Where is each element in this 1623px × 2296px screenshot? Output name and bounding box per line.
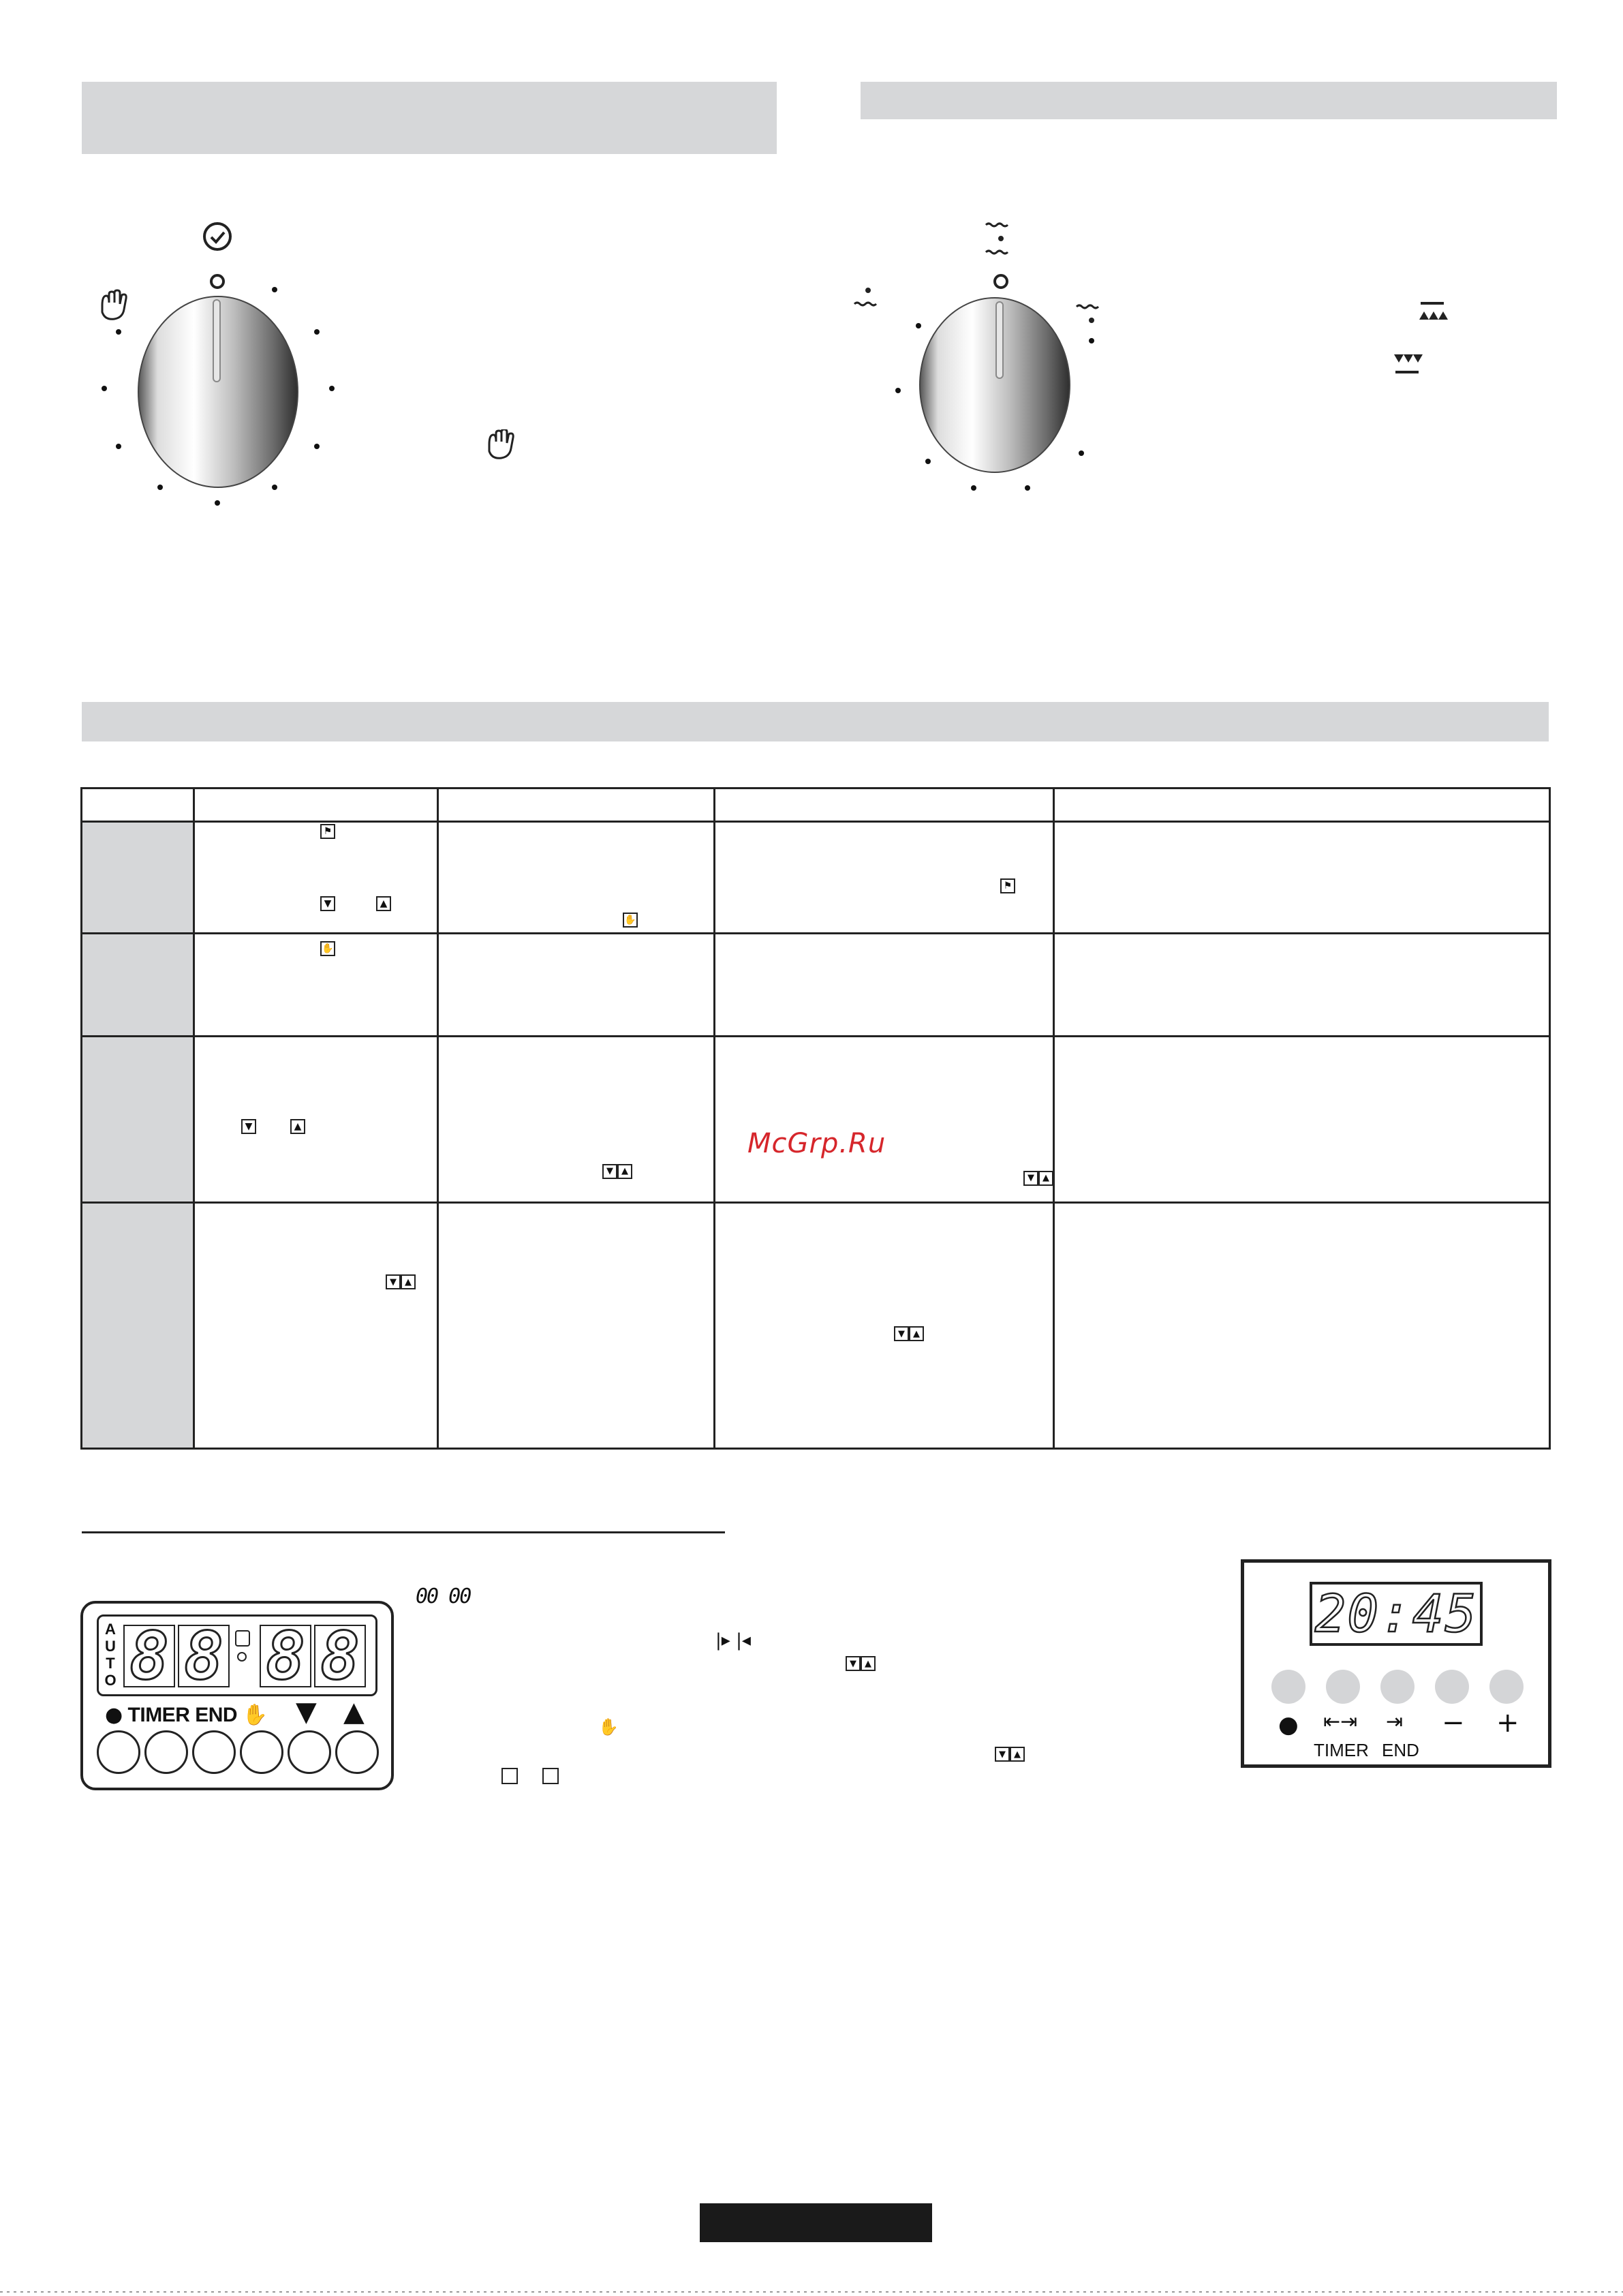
plus-button[interactable] <box>1489 1670 1524 1704</box>
section-header-left <box>82 82 777 154</box>
timer-button[interactable] <box>1326 1670 1360 1704</box>
button-labels: ● TIMER END ✋ <box>105 1703 268 1727</box>
minus-button[interactable] <box>1435 1670 1469 1704</box>
top-heat-icon <box>1077 305 1098 322</box>
bottom-heat-icon <box>854 289 876 306</box>
timer-arrows-icon: ⇤⇥ <box>1323 1710 1358 1734</box>
up-button-icon: ▲ <box>376 896 391 911</box>
bell-button-icon: ⚑ <box>1000 878 1015 893</box>
down-up-button-pair: ▼ ▲ <box>1023 1171 1053 1186</box>
bell-button[interactable] <box>1271 1670 1305 1704</box>
hand-icon <box>485 429 516 461</box>
bell-icon: ● <box>105 1703 123 1727</box>
end-button[interactable] <box>1380 1670 1415 1704</box>
lcd-screen <box>97 1614 377 1696</box>
down-button-icon: ▼ <box>241 1119 256 1134</box>
table-row <box>82 1203 1550 1449</box>
lcd-screen: 20:45 <box>1310 1582 1483 1646</box>
header-cell <box>715 789 1054 822</box>
bottom-element-icon <box>1394 354 1423 372</box>
down-up-button-pair: ▼ ▲ <box>894 1326 924 1341</box>
down-button[interactable] <box>288 1730 331 1774</box>
digit-2: 8 <box>178 1625 230 1687</box>
timer-end-arrows-icon: |▸ |◂ <box>715 1630 751 1651</box>
table-cell <box>1054 1203 1550 1449</box>
bell-button[interactable] <box>97 1730 140 1774</box>
hand-button-icon: ✋ <box>623 913 638 928</box>
down-up-button-pair: ▼ ▲ <box>846 1656 876 1671</box>
table-cell <box>438 934 715 1036</box>
table-cell <box>438 822 715 934</box>
up-button[interactable] <box>335 1730 379 1774</box>
timer-button[interactable] <box>144 1730 188 1774</box>
hand-icon: ✋ <box>598 1717 619 1736</box>
arrow-down-label: ▼ <box>296 1696 317 1728</box>
table-row <box>82 934 1550 1036</box>
minus-icon: − <box>1442 1707 1465 1739</box>
bell-button-icon: ⚑ <box>320 824 335 839</box>
top-element-icon <box>1419 303 1448 320</box>
table-cell <box>715 822 1054 934</box>
auto-indicator: A U T O <box>104 1621 117 1689</box>
row-label-cell <box>82 934 194 1036</box>
end-label: END <box>1382 1740 1419 1760</box>
top-bottom-heat-icon <box>986 224 1008 254</box>
end-arrow-icon: ⇥ <box>1386 1710 1404 1734</box>
hand-icon <box>102 290 126 319</box>
hand-icon: ✋ <box>242 1703 268 1727</box>
header-cell <box>194 789 438 822</box>
down-up-button-pair: ▼ ▲ <box>995 1747 1025 1762</box>
timer-display-panel <box>1241 1559 1551 1768</box>
digit-1: 8 <box>123 1625 175 1687</box>
colon-indicator-icon <box>237 1652 247 1662</box>
arrow-up-label: ▲ <box>343 1696 365 1728</box>
table-cell <box>1054 1036 1550 1203</box>
table-cell <box>194 822 438 934</box>
bell-icon: ● <box>1278 1711 1299 1739</box>
table-header-row <box>82 789 1550 822</box>
function-knob-diagram <box>845 218 1472 511</box>
header-cell <box>82 789 194 822</box>
clock-icon <box>204 224 230 249</box>
table-cell <box>194 934 438 1036</box>
watermark: McGrp.Ru <box>747 1128 886 1159</box>
checkbox-icon <box>542 1768 559 1784</box>
down-button-icon: ▼ <box>320 896 335 911</box>
hand-button-icon: ✋ <box>320 941 335 956</box>
manual-button[interactable] <box>240 1730 283 1774</box>
row-label-cell <box>82 822 194 934</box>
table-cell <box>1054 822 1550 934</box>
header-cell <box>438 789 715 822</box>
header-cell <box>1054 789 1550 822</box>
timer-knob-diagram <box>82 211 491 525</box>
table-cell <box>715 1203 1054 1449</box>
end-button[interactable] <box>192 1730 236 1774</box>
row-label-cell <box>82 1036 194 1203</box>
table-cell <box>715 1036 1054 1203</box>
table-cell <box>1054 934 1550 1036</box>
digit-4: 8 <box>314 1625 366 1687</box>
function-table <box>80 787 1551 1450</box>
programmer-display-panel <box>80 1601 394 1790</box>
section-rule <box>82 1531 725 1533</box>
table-cell <box>194 1036 438 1203</box>
section-header-right <box>861 82 1557 119</box>
plus-icon: + <box>1496 1707 1519 1739</box>
down-up-button-pair: ▼ ▲ <box>602 1164 632 1179</box>
table-row <box>82 822 1550 934</box>
checkbox-icon <box>501 1768 518 1784</box>
table-cell <box>438 1203 715 1449</box>
table-cell <box>194 1203 438 1449</box>
down-up-button-pair: ▼ ▲ <box>386 1274 416 1289</box>
small-readout: 00 00 <box>416 1585 471 1608</box>
bottom-cut-line <box>0 2291 1623 2293</box>
table-row <box>82 1036 1550 1203</box>
row-label-cell <box>82 1203 194 1449</box>
timer-label: TIMER <box>1314 1740 1369 1760</box>
digit-3: 8 <box>260 1625 311 1687</box>
table-section-header <box>82 702 1549 741</box>
cooking-indicator-icon <box>235 1630 250 1647</box>
table-cell <box>438 1036 715 1203</box>
table-cell <box>715 934 1054 1036</box>
up-button-icon: ▲ <box>290 1119 305 1134</box>
page-number-bar <box>700 2203 932 2242</box>
